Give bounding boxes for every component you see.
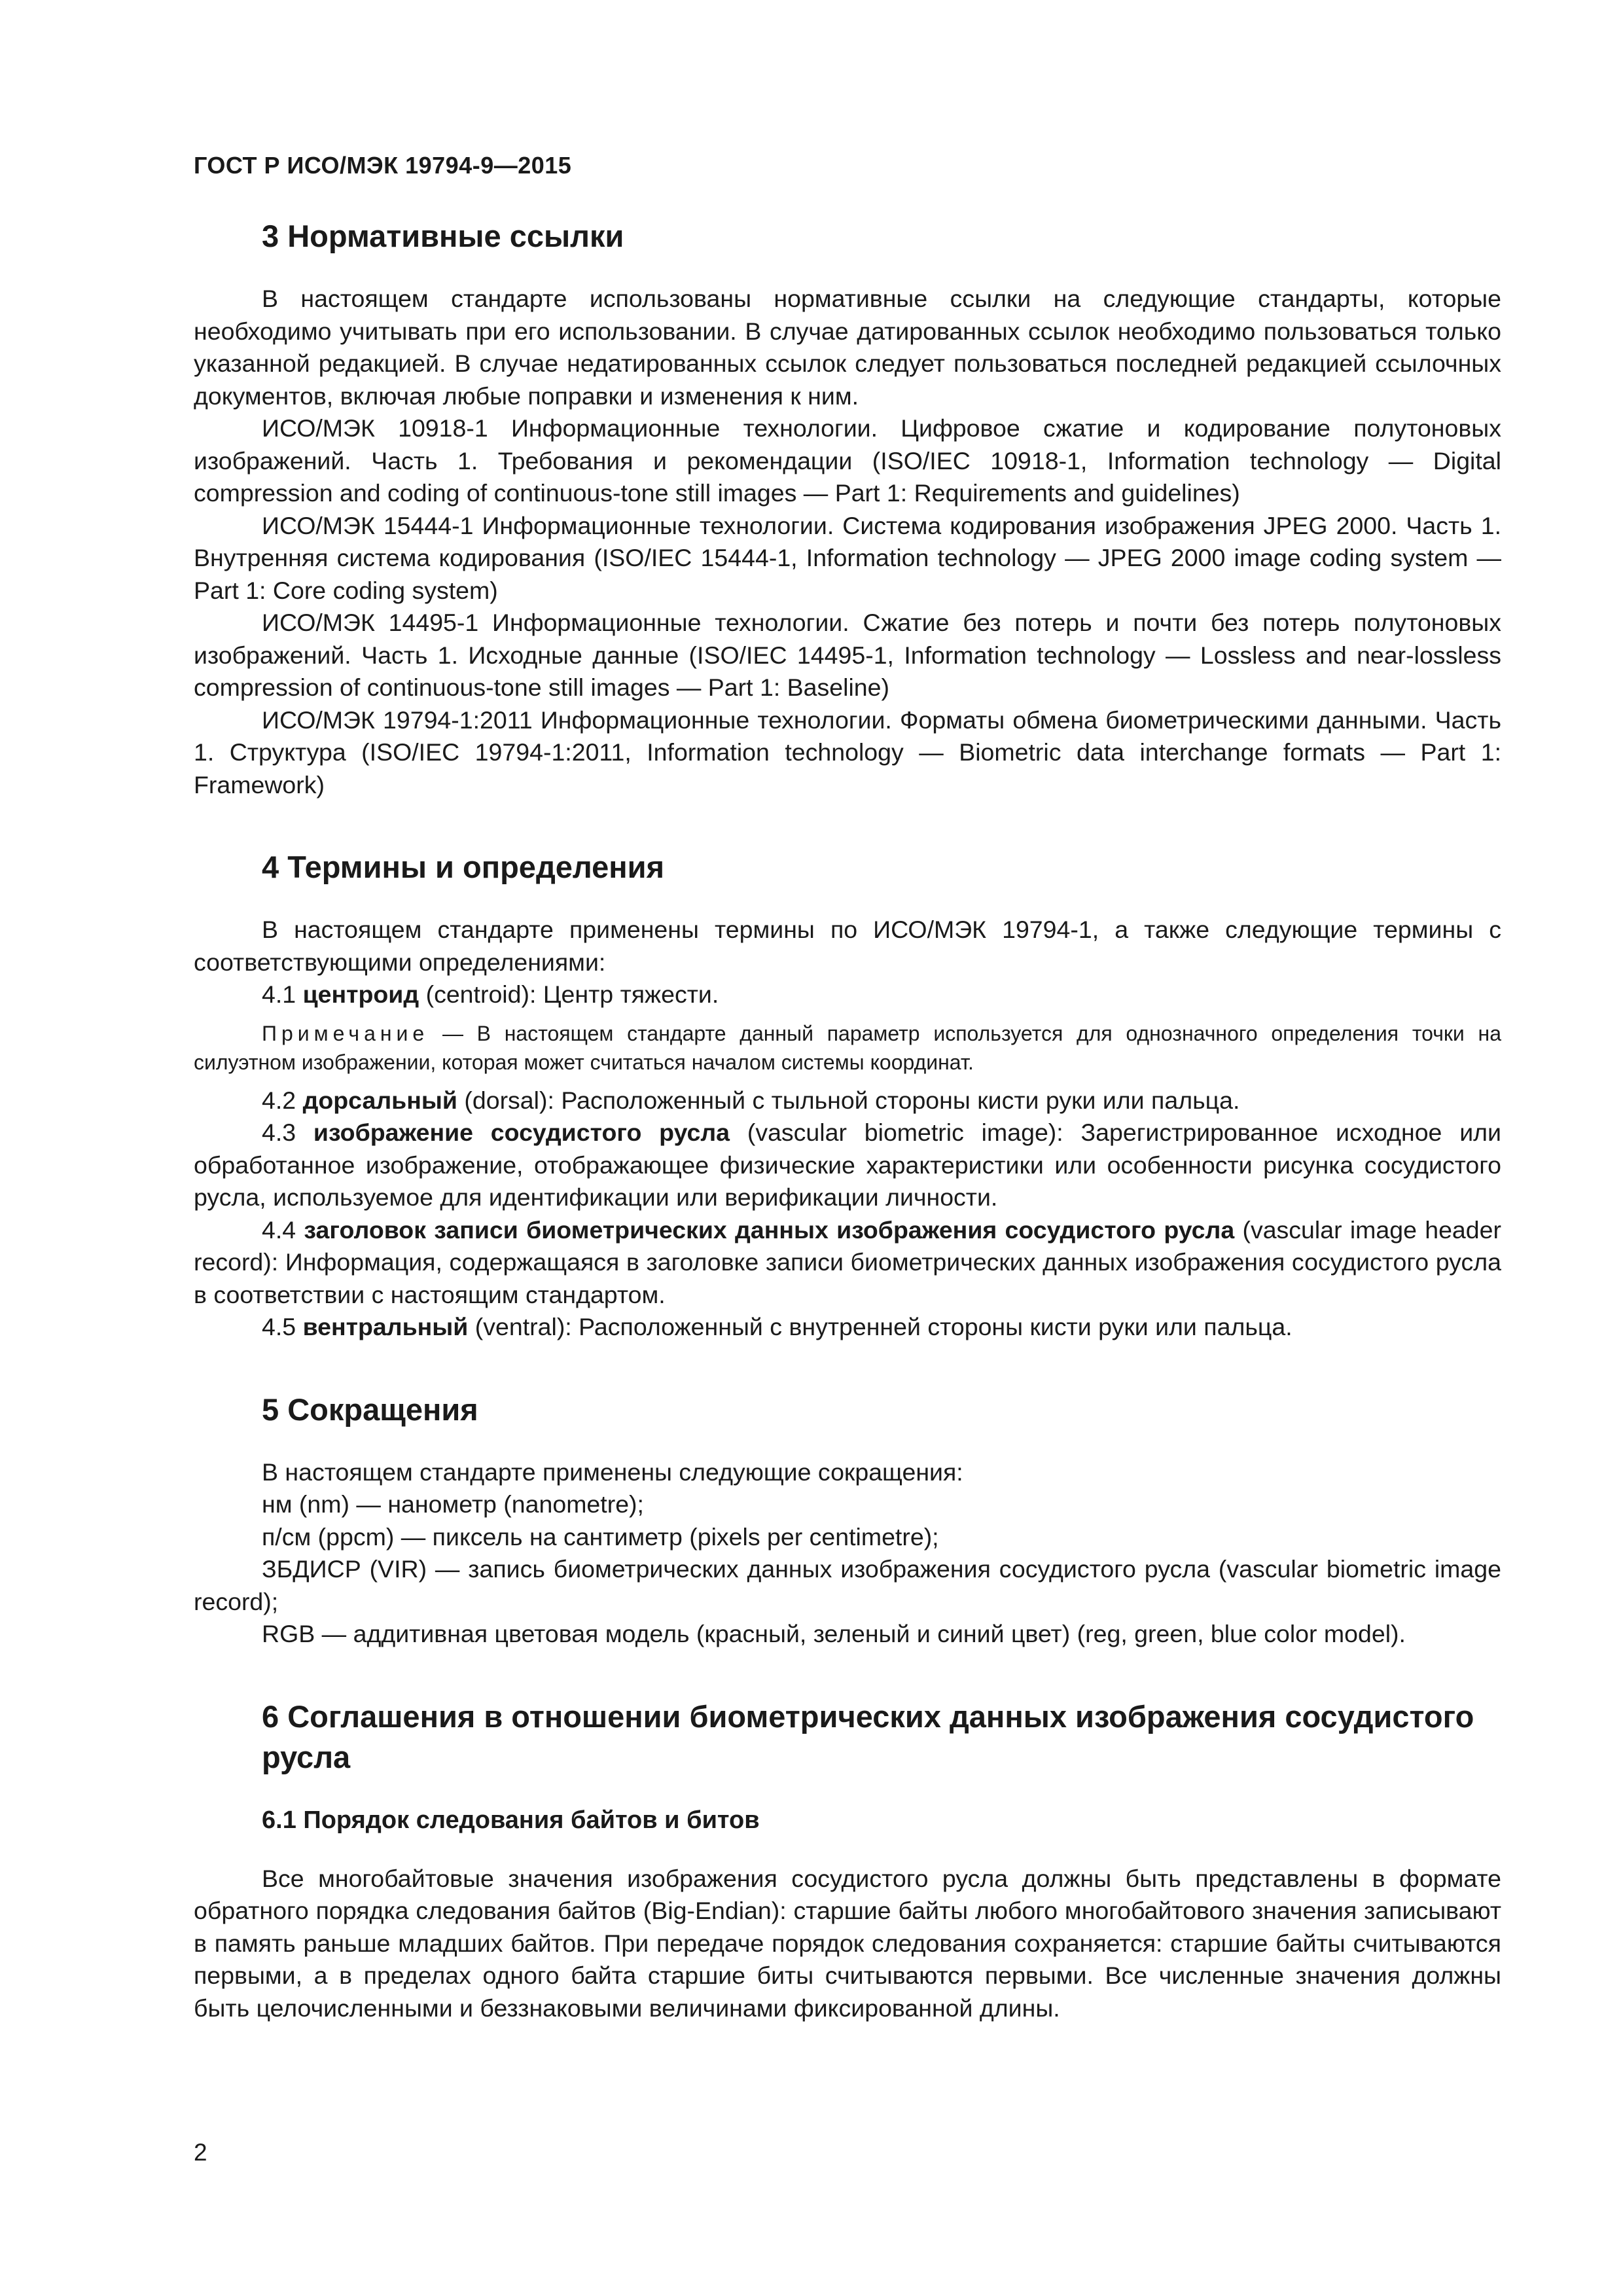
- term-4-3: 4.3 изображение сосудистого русла (vascular biometric image): Зарегистрированное исходное или обработанное изображение, отображающее физические характеристики или особенности рисунка сосудистого русла, используемое для идентификации или верификации личности.: [194, 1119, 1501, 1211]
- section-5-title: 5 Сокращения: [262, 1391, 478, 1427]
- subsection-6-1-title: 6.1 Порядок следования байтов и битов: [262, 1806, 760, 1834]
- section-4-intro: В настоящем стандарте применены термины по ИСО/МЭК 19794-1, а также следующие термины с соответствующими определениями:: [194, 916, 1501, 976]
- section-6-paragraph: Все многобайтовые значения изображения сосудистого русла должны быть представлены в формате обратного порядка следования байтов (Big-Endian): старшие байты любого многобайтового значения записывают в память раньше младших байтов. При передаче порядок следования сохраняется: старшие байты считываются первыми, а в пределах одного байта старшие биты считываются первыми. Все численные значения должны быть целочисленными и беззнаковыми величинами фиксированной длины.: [194, 1864, 1501, 2022]
- section-3-paragraph: ИСО/МЭК 19794-1:2011 Информационные технологии. Форматы обмена биометрическими данными. Часть 1. Структура (ISO/IEC 19794-1:2011, Information technology — Biometric data interchange formats — Part 1: Framework): [194, 706, 1501, 798]
- section-3-paragraph: В настоящем стандарте использованы нормативные ссылки на следующие стандарты, которые необходимо учитывать при его использовании. В случае датированных ссылок необходимо пользоваться только указанной редакцией. В случае недатированных ссылок следует пользоваться последней редакцией ссылочных документов, включая любые поправки и изменения к ним.: [194, 285, 1501, 410]
- note-label: Примечание: [262, 1021, 429, 1045]
- section-3-paragraph: ИСО/МЭК 15444-1 Информационные технологии. Система кодирования изображения JPEG 2000. Часть 1. Внутренняя система кодирования (ISO/IEC 15444-1, Information technology — JPEG 2000 image coding system — Part 1: Core coding system): [194, 511, 1501, 604]
- section-4-title: 4 Термины и определения: [262, 850, 664, 884]
- term-name: дорсальный: [302, 1086, 457, 1114]
- abbreviation-line: В настоящем стандарте применены следующие сокращения:: [262, 1458, 963, 1486]
- term-note: Примечание — В настоящем стандарте данный параметр используется для однозначного определения точки на силуэтном изображении, которая может считаться началом системы координат.: [194, 1021, 1501, 1074]
- section-3-paragraph: ИСО/МЭК 14495-1 Информационные технологии. Сжатие без потерь и почти без потерь полутоновых изображений. Часть 1. Исходные данные (ISO/IEC 14495-1, Information technology — Lossless and near-lossless compression of continuous-tone still images — Part 1: Baseline): [194, 609, 1501, 701]
- term-4-5: 4.5 вентральный (ventral): Расположенный с внутренней стороны кисти руки или пальца.: [262, 1313, 1293, 1340]
- abbreviation-line: ЗБДИСР (VIR) — запись биометрических данных изображения сосудистого русла (vascular biometric image record);: [194, 1555, 1501, 1615]
- document-header: ГОСТ Р ИСО/МЭК 19794-9—2015: [194, 152, 572, 179]
- abbreviation-line: RGB — аддитивная цветовая модель (красный, зеленый и синий цвет) (reg, green, blue color model).: [262, 1620, 1406, 1647]
- term-4-4: 4.4 заголовок записи биометрических данных изображения сосудистого русла (vascular image header record): Информация, содержащаяся в заголовке записи биометрических данных изображения сосудистого русла в соответствии с настоящим стандартом.: [194, 1215, 1501, 1308]
- section-3-title: 3 Нормативные ссылки: [262, 219, 624, 253]
- term-4-2: 4.2 дорсальный (dorsal): Расположенный с тыльной стороны кисти руки или пальца.: [262, 1086, 1240, 1114]
- term-name: заголовок записи биометрических данных изображения сосудистого русла: [304, 1215, 1235, 1244]
- page-content: [194, 216, 1501, 2024]
- term-name: вентральный: [302, 1313, 469, 1340]
- section-6-title: 6 Соглашения в отношении биометрических данных изображения сосудистого русла: [262, 1698, 1474, 1774]
- term-name: центроид: [302, 980, 419, 1008]
- abbreviation-line: п/см (ppcm) — пиксель на сантиметр (pixels per centimetre);: [262, 1522, 939, 1551]
- page-number: 2: [194, 2139, 207, 2166]
- term-4-1: 4.1 центроид (centroid): Центр тяжести.: [262, 980, 719, 1008]
- section-3-paragraph: ИСО/МЭК 10918-1 Информационные технологии. Цифровое сжатие и кодирование полутоновых изображений. Часть 1. Требования и рекомендации (ISO/IEC 10918-1, Information technology — Digital compression and coding of continuous-tone still images — Part 1: Requirements and guidelines): [194, 414, 1501, 507]
- term-name: изображение сосудистого русла: [313, 1119, 730, 1146]
- abbreviation-line: нм (nm) — нанометр (nanometre);: [262, 1490, 644, 1518]
